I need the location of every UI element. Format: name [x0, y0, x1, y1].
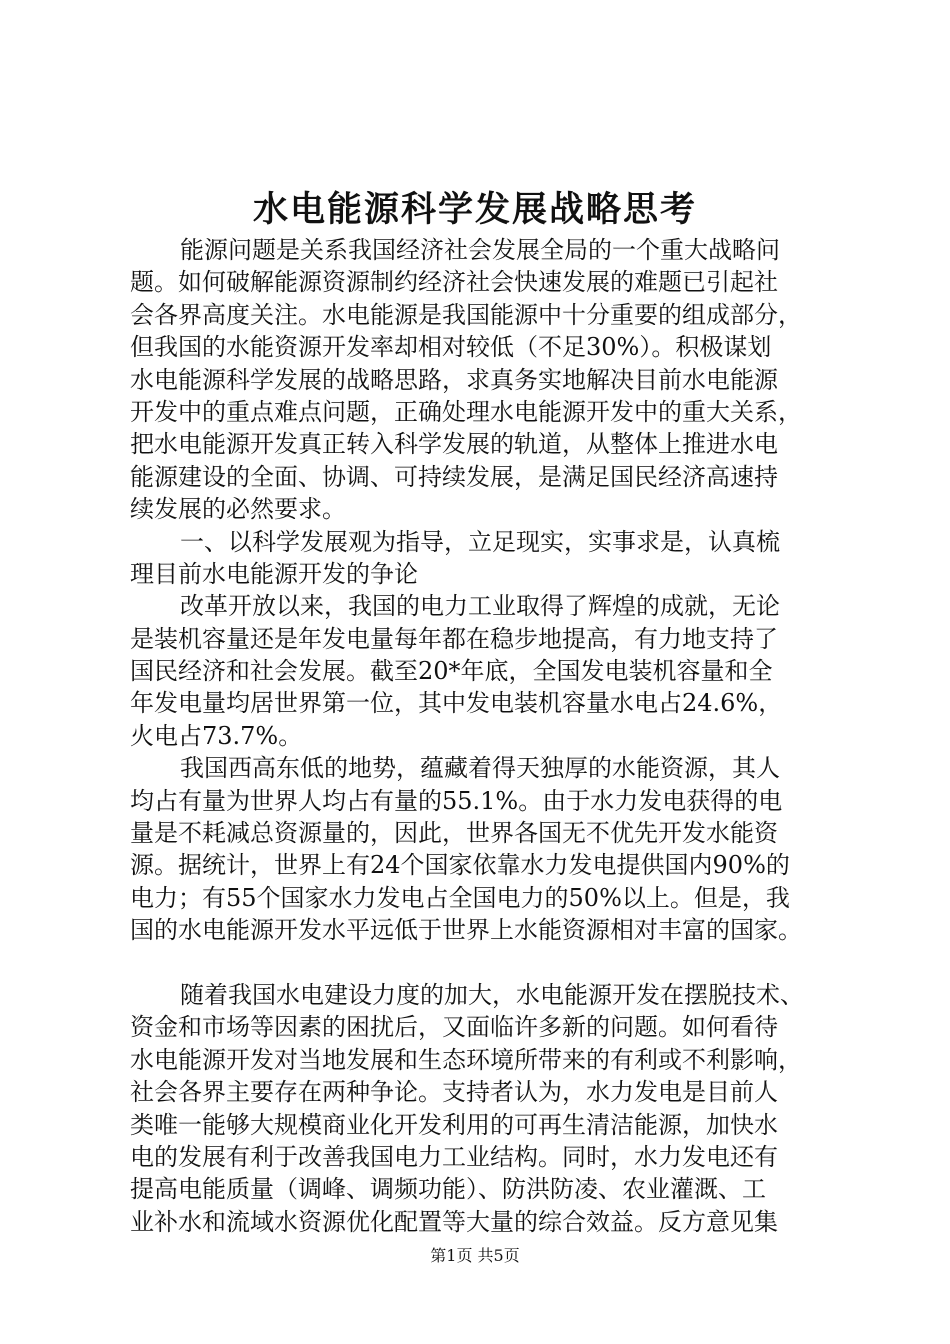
paragraph-line: 把水电能源开发真正转入科学发展的轨道，从整体上推进水电: [130, 430, 778, 459]
paragraph-line: 题。如何破解能源资源制约经济社会快速发展的难题已引起社: [130, 268, 778, 297]
paragraph-line: 电力；有55个国家水力发电占全国电力的50%以上。但是，我: [130, 883, 790, 912]
document-body: [130, 234, 830, 1238]
paragraph-line: 火电占73.7%。: [130, 721, 303, 750]
paragraph-line: 水电能源科学发展的战略思路，求真务实地解决目前水电能源: [130, 365, 778, 394]
paragraph-line: 社会各界主要存在两种争论。支持者认为，水力发电是目前人: [130, 1078, 778, 1107]
section-heading-line: 理目前水电能源开发的争论: [130, 559, 418, 588]
paragraph-line: 随着我国水电建设力度的加大，水电能源开发在摆脱技术、: [180, 980, 804, 1009]
paragraph-line: 均占有量为世界人均占有量的55.1%。由于水力发电获得的电: [130, 786, 783, 815]
paragraph-line: 年发电量均居世界第一位，其中发电装机容量水电占24.6%，: [130, 689, 783, 718]
paragraph-line: 能源建设的全面、协调、可持续发展，是满足国民经济高速持: [130, 462, 778, 491]
paragraph-line: 是装机容量还是年发电量每年都在稳步地提高，有力地支持了: [130, 624, 778, 653]
paragraph-line: 能源问题是关系我国经济社会发展全局的一个重大战略问: [180, 236, 780, 264]
paragraph-line: 国的水电能源开发水平远低于世界上水能资源相对丰富的国家。: [130, 916, 802, 945]
paragraph-line: 电的发展有利于改善我国电力工业结构。同时，水力发电还有: [130, 1142, 778, 1171]
paragraph-line: 源。据统计，世界上有24个国家依靠水力发电提供国内90%的: [130, 851, 790, 880]
paragraph-line: 我国西高东低的地势，蕴藏着得天独厚的水能资源，其人: [180, 754, 780, 783]
paragraph-line: 续发展的必然要求。: [130, 495, 346, 524]
document-title: 水电能源科学发展战略思考: [252, 189, 697, 230]
paragraph-line: 水电能源开发对当地发展和生态环境所带来的有利或不利影响，: [130, 1045, 802, 1074]
paragraph-line: 提高电能质量（调峰、调频功能）、防洪防凌、农业灌溉、工: [130, 1175, 766, 1204]
paragraph-line: 开发中的重点难点问题，正确处理水电能源开发中的重大关系，: [130, 397, 802, 426]
section-heading-line: 一、以科学发展观为指导，立足现实，实事求是，认真梳: [180, 527, 780, 556]
paragraph-line: 量是不耗减总资源量的，因此，世界各国无不优先开发水能资: [130, 819, 778, 848]
paragraph-line: 但我国的水能资源开发率却相对较低（不足30%）。积极谋划: [130, 333, 772, 362]
page-number-footer: 第1页 共5页: [430, 1246, 520, 1265]
paragraph-line: 改革开放以来，我国的电力工业取得了辉煌的成就，无论: [180, 592, 780, 621]
paragraph-line: 类唯一能够大规模商业化开发利用的可再生清洁能源，加快水: [130, 1110, 778, 1139]
paragraph-line: 业补水和流域水资源优化配置等大量的综合效益。反方意见集: [130, 1207, 778, 1236]
paragraph-line: 国民经济和社会发展。截至20*年底，全国发电装机容量和全: [130, 657, 773, 686]
paragraph-line: 会各界高度关注。水电能源是我国能源中十分重要的组成部分，: [130, 300, 802, 329]
paragraph-line: 资金和市场等因素的困扰后，又面临许多新的问题。如何看待: [130, 1013, 778, 1042]
blank-line: [130, 947, 830, 979]
